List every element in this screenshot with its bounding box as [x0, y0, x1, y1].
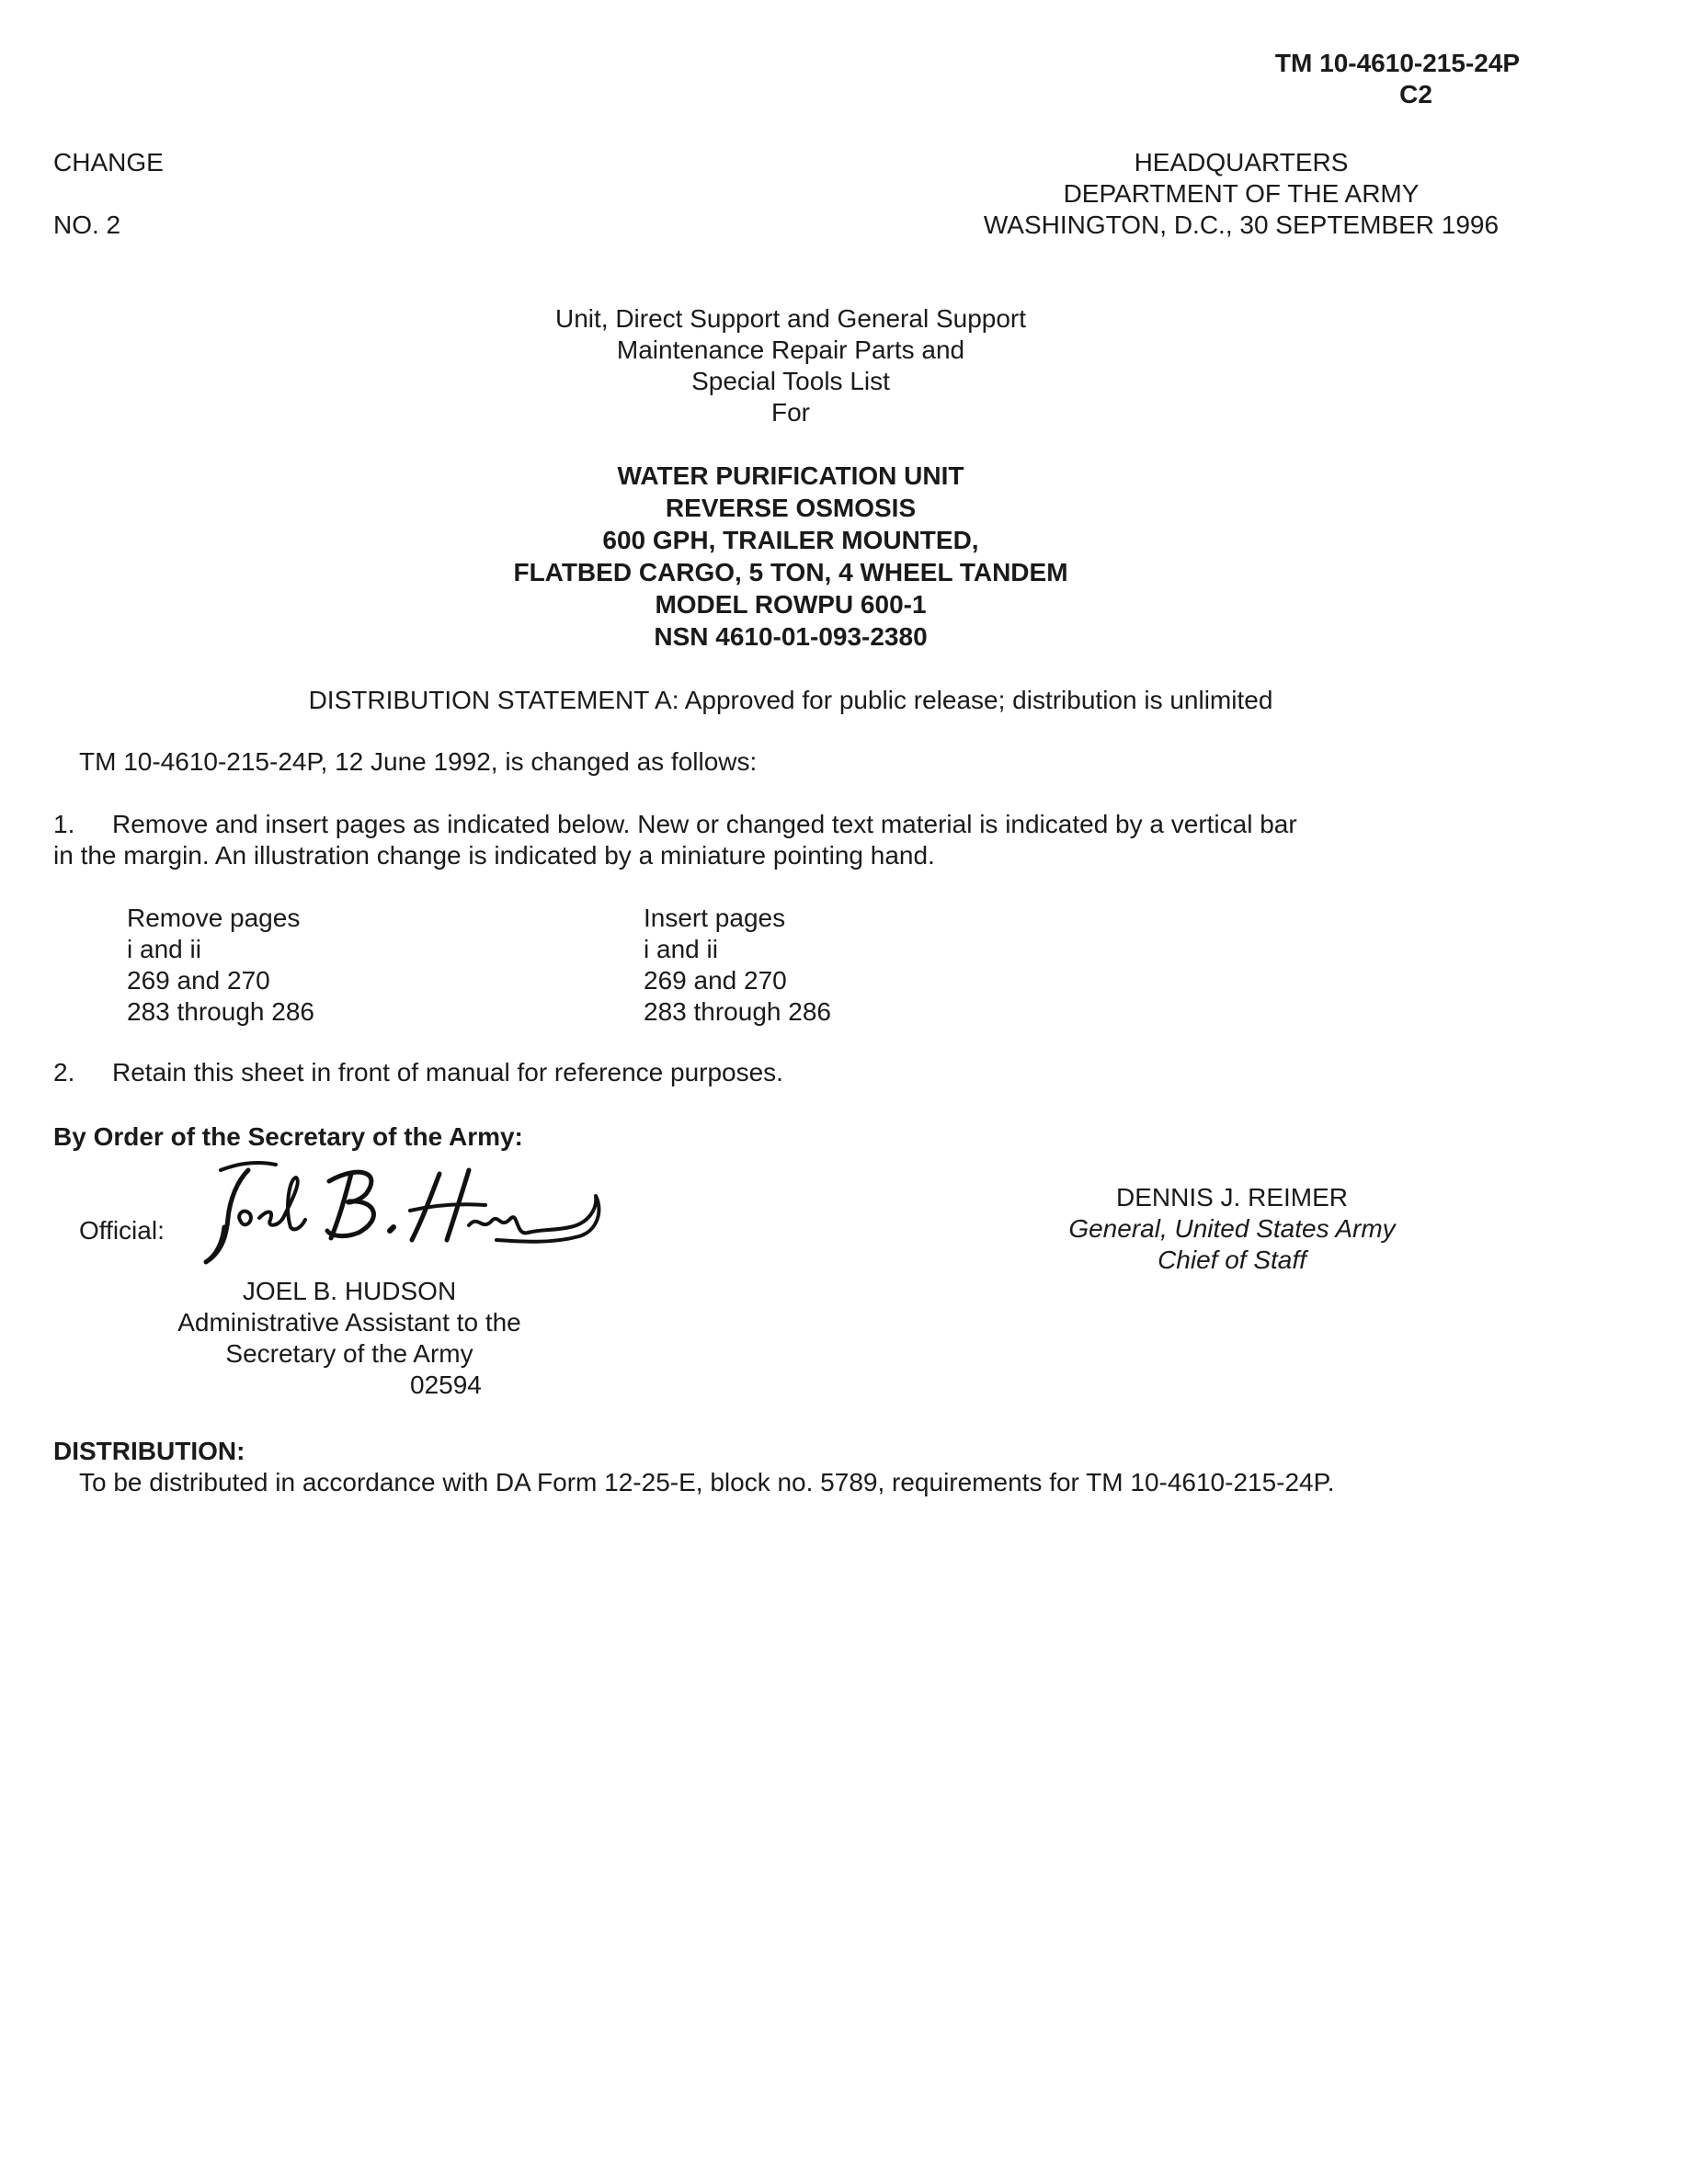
item2-text: Retain this sheet in front of manual for reference purposes.: [112, 1058, 783, 1086]
subtitle-line: For: [771, 398, 810, 427]
item1-line1: Remove and insert pages as indicated below. New or changed text material is indicated by a vertical bar: [112, 810, 1297, 838]
subtitle-line: Maintenance Repair Parts and: [616, 336, 965, 364]
chief-position: Chief of Staff: [1158, 1246, 1306, 1274]
official-label: Official:: [79, 1216, 165, 1245]
official-title-line1: Administrative Assistant to the: [177, 1308, 521, 1337]
item1-line2: in the margin. An illustration change is indicated by a miniature pointing hand.: [53, 841, 935, 870]
title-line: FLATBED CARGO, 5 TON, 4 WHEEL TANDEM: [513, 558, 1068, 586]
official-block: [147, 1276, 552, 1370]
distribution-text: To be distributed in accordance with DA Form 12-25-E, block no. 5789, requirements for TM 10-4610-215-24P.: [79, 1468, 1335, 1496]
title-line: NSN 4610-01-093-2380: [654, 622, 928, 651]
headquarters-line3: WASHINGTON, D.C., 30 SEPTEMBER 1996: [983, 210, 1500, 239]
insert-pages-item: i and ii: [644, 935, 718, 963]
title-block: [423, 460, 1158, 653]
change-intro: TM 10-4610-215-24P, 12 June 1992, is changed as follows:: [79, 747, 758, 776]
title-line: WATER PURIFICATION UNIT: [617, 461, 964, 490]
by-order-line: By Order of the Secretary of the Army:: [53, 1122, 523, 1151]
subtitle-line: Special Tools List: [691, 367, 890, 395]
insert-pages-header: Insert pages: [644, 904, 786, 932]
title-line: MODEL ROWPU 600-1: [655, 590, 927, 619]
insert-pages-item: 283 through 286: [644, 997, 831, 1026]
change-label: CHANGE: [53, 148, 164, 176]
insert-pages-list: [644, 903, 831, 1028]
item2-number: 2.: [53, 1058, 75, 1086]
document-number: TM 10-4610-215-24P: [1274, 49, 1521, 77]
remove-pages-list: [127, 903, 314, 1028]
change-number: NO. 2: [53, 210, 121, 239]
title-line: 600 GPH, TRAILER MOUNTED,: [602, 526, 979, 554]
subtitle-block: [423, 303, 1158, 428]
change-code: C2: [1399, 80, 1432, 108]
distribution-statement: DISTRIBUTION STATEMENT A: Approved for public release; distribution is unlimited: [308, 686, 1273, 714]
chief-rank: General, United States Army: [1068, 1214, 1396, 1243]
official-name: JOEL B. HUDSON: [242, 1277, 457, 1305]
official-code: 02594: [410, 1371, 482, 1399]
title-line: REVERSE OSMOSIS: [665, 494, 917, 522]
remove-pages-header: Remove pages: [127, 904, 301, 932]
headquarters-block: [947, 147, 1535, 241]
remove-pages-item: 283 through 286: [127, 997, 314, 1026]
chief-block: [1002, 1182, 1462, 1276]
headquarters-line2: DEPARTMENT OF THE ARMY: [1063, 179, 1420, 208]
signature-image: [193, 1154, 616, 1273]
remove-pages-item: 269 and 270: [127, 966, 270, 995]
official-title-line2: Secretary of the Army: [225, 1339, 473, 1368]
item1-number: 1.: [53, 810, 75, 838]
remove-pages-item: i and ii: [127, 935, 201, 963]
headquarters-line1: HEADQUARTERS: [1134, 148, 1349, 176]
insert-pages-item: 269 and 270: [644, 966, 787, 995]
subtitle-line: Unit, Direct Support and General Support: [554, 304, 1027, 333]
document-number-block: [1250, 48, 1545, 110]
chief-name: DENNIS J. REIMER: [1115, 1183, 1349, 1211]
distribution-heading: DISTRIBUTION:: [53, 1437, 245, 1465]
